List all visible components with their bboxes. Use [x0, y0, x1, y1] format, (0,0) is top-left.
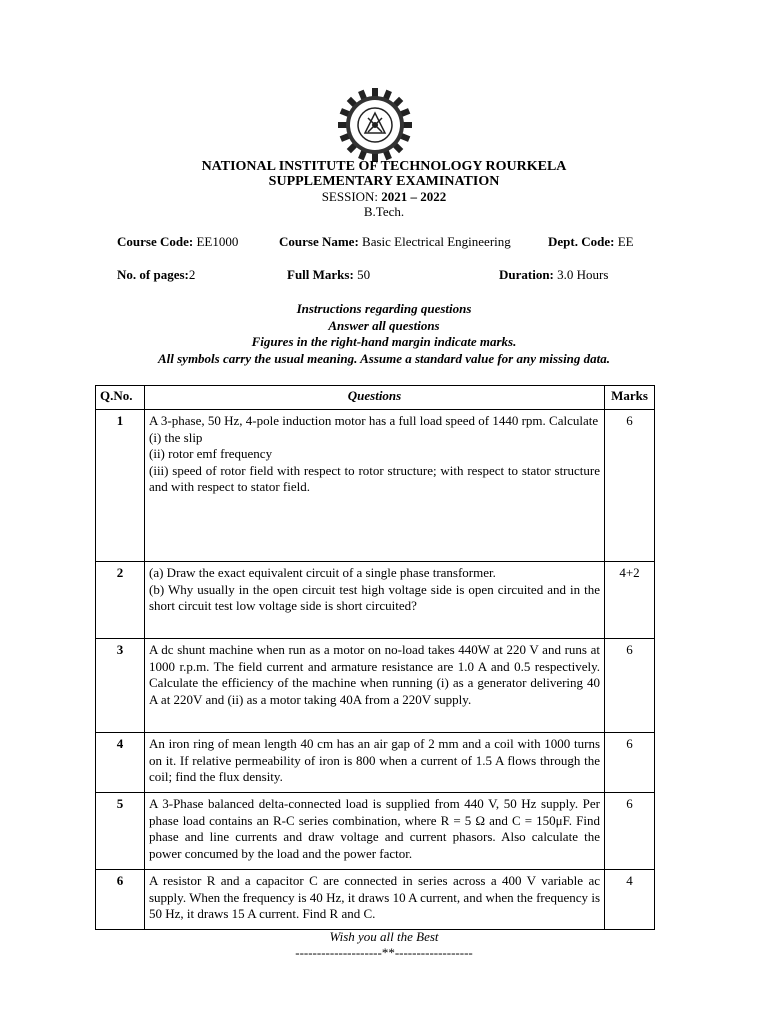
question-line: A dc shunt machine when run as a motor on no-load takes 440W at 220 V and runs at 1000 r.p.m. The field current and armature resistance are 1.0 A and 0.5 respectively. Calculate the efficiency of the machine when running (i) as a generator delivering 40 A at 220V and (ii) as a motor taking 40A from a 220V supply.	[149, 642, 600, 707]
question-number: 4	[96, 733, 145, 793]
marks-header: Marks	[605, 386, 655, 410]
degree: B.Tech.	[363, 204, 405, 219]
question-marks: 4+2	[605, 562, 655, 639]
instruction-line: Instructions regarding questions	[296, 301, 472, 316]
questions-header: Questions	[145, 386, 605, 410]
pages-value: 2	[188, 267, 196, 282]
question-number: 5	[96, 793, 145, 870]
duration-value: 3.0 Hours	[557, 267, 609, 282]
session-label: SESSION:	[321, 189, 379, 204]
question-text	[145, 870, 605, 930]
dept-code	[548, 234, 634, 250]
institute-name: NATIONAL INSTITUTE OF TECHNOLOGY ROURKELA	[201, 159, 567, 174]
question-marks: 6	[605, 733, 655, 793]
course-code-label: Course Code:	[117, 234, 194, 249]
table-row	[96, 562, 655, 639]
exam-header	[0, 159, 768, 219]
session-value: 2021 – 2022	[381, 189, 447, 204]
question-marks: 6	[605, 793, 655, 870]
question-text	[145, 410, 605, 562]
full-marks-value: 50	[357, 267, 371, 282]
question-line: (ii) rotor emf frequency	[149, 446, 273, 461]
instruction-line: Figures in the right-hand margin indicate marks.	[251, 334, 517, 349]
closing-wish: Wish you all the Best	[329, 929, 439, 944]
questions-table	[95, 385, 655, 930]
end-divider: --------------------**------------------	[295, 945, 473, 960]
course-code	[117, 234, 238, 250]
duration	[499, 267, 608, 283]
table-header-row	[96, 386, 655, 410]
duration-label: Duration:	[499, 267, 554, 282]
exam-type: SUPPLEMENTARY EXAMINATION	[268, 174, 500, 189]
instructions	[0, 301, 768, 367]
instruction-line: Answer all questions	[328, 317, 440, 333]
instruction-line: All symbols carry the usual meaning. Assume a standard value for any missing data.	[157, 350, 611, 366]
table-row	[96, 870, 655, 930]
qno-header: Q.No.	[96, 386, 145, 410]
table-row	[96, 793, 655, 870]
question-number: 1	[96, 410, 145, 562]
question-line: An iron ring of mean length 40 cm has an air gap of 2 mm and a coil with 1000 turns on it. If relative permeability of iron is 800 when a current of 1.5 A flows through the coil; find the flux density.	[149, 736, 600, 784]
pages-count	[117, 267, 195, 283]
question-number: 2	[96, 562, 145, 639]
institute-logo	[338, 88, 412, 162]
pages-label: No. of pages:	[117, 267, 189, 282]
question-line: A resistor R and a capacitor C are connected in series across a 400 V variable ac supply. When the frequency is 40 Hz, it draws 10 A current, and when the frequency is 50 Hz, it draws 15 A current. Find R and C.	[149, 873, 600, 921]
course-name-label: Course Name:	[279, 234, 359, 249]
question-text	[145, 562, 605, 639]
table-row	[96, 733, 655, 793]
dept-code-label: Dept. Code:	[548, 234, 615, 249]
question-line: (b) Why usually in the open circuit test high voltage side is open circuited and in the short circuit test low voltage side is short circuited?	[149, 581, 600, 613]
question-marks: 4	[605, 870, 655, 930]
course-name-value: Basic Electrical Engineering	[362, 234, 511, 249]
question-line: A 3-Phase balanced delta-connected load is supplied from 440 V, 50 Hz supply. Per phase load contains an R-C series combination, where R = 5 Ω and C = 150μF. Find phase and line currents and draw voltage and current phasors. Also calculate the power concumed by the load and the power factor.	[149, 796, 600, 861]
question-line: (i) the slip	[149, 429, 203, 445]
course-name	[279, 234, 511, 250]
session-line	[0, 189, 768, 204]
course-code-value: EE1000	[196, 234, 239, 249]
question-line: (a) Draw the exact equivalent circuit of a single phase transformer.	[149, 565, 496, 580]
question-number: 3	[96, 639, 145, 733]
question-number: 6	[96, 870, 145, 930]
footer	[0, 929, 768, 961]
question-line: A 3-phase, 50 Hz, 4-pole induction motor has a full load speed of 1440 rpm. Calculate	[149, 413, 599, 428]
full-marks	[287, 267, 370, 283]
full-marks-label: Full Marks:	[287, 267, 354, 282]
question-marks: 6	[605, 410, 655, 562]
question-text	[145, 639, 605, 733]
table-row	[96, 639, 655, 733]
question-text	[145, 793, 605, 870]
table-row	[96, 410, 655, 562]
question-line: (iii) speed of rotor field with respect to rotor structure; with respect to stator structure and with respect to stator field.	[149, 462, 600, 494]
question-text	[145, 733, 605, 793]
question-marks: 6	[605, 639, 655, 733]
dept-code-value: EE	[617, 234, 634, 249]
